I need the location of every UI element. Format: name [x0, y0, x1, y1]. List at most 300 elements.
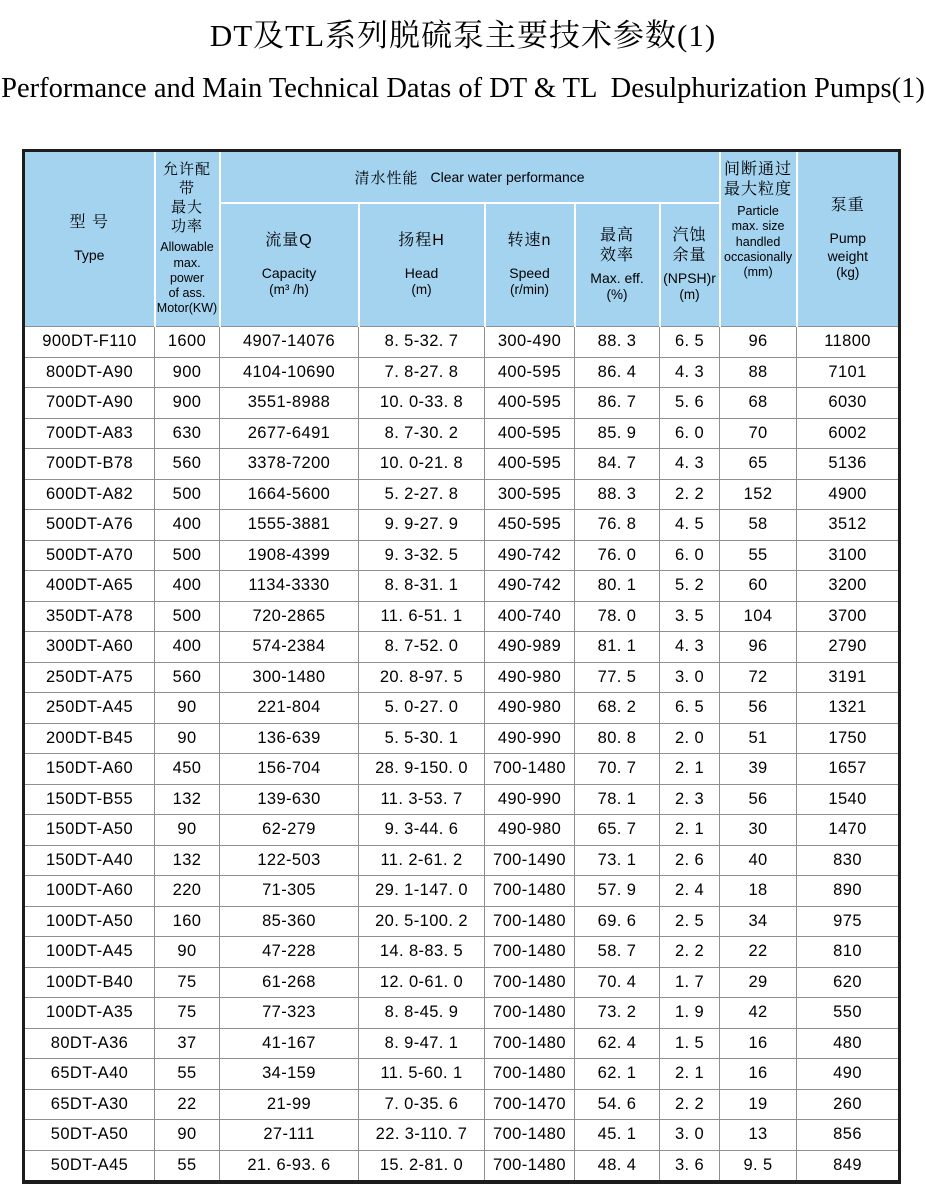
table-cell: 490-980 — [485, 662, 575, 693]
table-cell: 20. 5-100. 2 — [359, 906, 485, 937]
table-cell: 21. 6-93. 6 — [220, 1150, 359, 1182]
table-cell: 2. 4 — [660, 876, 720, 907]
table-cell: 41-167 — [220, 1028, 359, 1059]
table-cell: 400-595 — [485, 388, 575, 419]
table-cell: 260 — [797, 1089, 900, 1120]
table-cell: 3200 — [797, 571, 900, 602]
table-row — [24, 784, 900, 815]
table-cell: 81. 1 — [575, 632, 660, 663]
table-cell: 34-159 — [220, 1059, 359, 1090]
table-cell: 490-980 — [485, 815, 575, 846]
table-cell: 400-595 — [485, 357, 575, 388]
table-cell: 700-1480 — [485, 998, 575, 1029]
table-cell: 2. 2 — [660, 1089, 720, 1120]
table-cell: 5. 6 — [660, 388, 720, 419]
table-cell: 8. 8-31. 1 — [359, 571, 485, 602]
table-cell: 6. 5 — [660, 693, 720, 724]
table-cell: 51 — [720, 723, 797, 754]
table-cell: 70. 4 — [575, 967, 660, 998]
table-row — [24, 1150, 900, 1182]
table-cell: 700-1480 — [485, 967, 575, 998]
table-cell: 400-740 — [485, 601, 575, 632]
table-cell: 2. 1 — [660, 815, 720, 846]
table-cell: 85. 9 — [575, 418, 660, 449]
table-cell: 84. 7 — [575, 449, 660, 480]
table-cell: 490-990 — [485, 723, 575, 754]
table-cell: 12. 0-61. 0 — [359, 967, 485, 998]
table-cell: 85-360 — [220, 906, 359, 937]
table-cell: 9. 5 — [720, 1150, 797, 1182]
column-header-weight-zh: 泵重 — [830, 197, 865, 215]
table-cell: 75 — [155, 998, 220, 1029]
table-cell: 8. 9-47. 1 — [359, 1028, 485, 1059]
table-cell: 5. 2 — [660, 571, 720, 602]
column-header-head-unit: (m) — [411, 282, 432, 298]
table-cell: 6030 — [797, 388, 900, 419]
column-header-max-eff-unit: (%) — [606, 287, 628, 303]
table-cell: 1664-5600 — [220, 479, 359, 510]
table-cell: 160 — [155, 906, 220, 937]
column-group-clear-water — [220, 151, 720, 204]
table-cell: 10. 0-33. 8 — [359, 388, 485, 419]
table-cell: 250DT-A75 — [24, 662, 155, 693]
table-cell: 77-323 — [220, 998, 359, 1029]
table-cell: 250DT-A45 — [24, 693, 155, 724]
table-cell: 78. 0 — [575, 601, 660, 632]
table-cell: 6. 0 — [660, 418, 720, 449]
table-cell: 600DT-A82 — [24, 479, 155, 510]
table-cell: 450-595 — [485, 510, 575, 541]
table-cell: 1540 — [797, 784, 900, 815]
table-cell: 3551-8988 — [220, 388, 359, 419]
table-cell: 3. 0 — [660, 662, 720, 693]
table-cell: 100DT-A60 — [24, 876, 155, 907]
column-header-weight-en: Pump — [829, 230, 867, 247]
table-cell: 1750 — [797, 723, 900, 754]
table-cell: 75 — [155, 967, 220, 998]
table-cell: 6002 — [797, 418, 900, 449]
table-cell: 65DT-A30 — [24, 1089, 155, 1120]
table-row — [24, 1028, 900, 1059]
table-cell: 856 — [797, 1120, 900, 1151]
table-cell: 7101 — [797, 357, 900, 388]
table-cell: 350DT-A78 — [24, 601, 155, 632]
column-header-weight: 泵重 Pump weight (kg) — [797, 151, 900, 327]
table-cell: 9. 3-32. 5 — [359, 540, 485, 571]
table-cell: 1321 — [797, 693, 900, 724]
table-cell: 550 — [797, 998, 900, 1029]
table-cell: 3. 5 — [660, 601, 720, 632]
table-cell: 400DT-A65 — [24, 571, 155, 602]
table-cell: 4. 3 — [660, 449, 720, 480]
table-cell: 29. 1-147. 0 — [359, 876, 485, 907]
table-cell: 73. 2 — [575, 998, 660, 1029]
table-cell: 55 — [720, 540, 797, 571]
table-cell: 76. 0 — [575, 540, 660, 571]
table-cell: 2. 2 — [660, 937, 720, 968]
table-row — [24, 632, 900, 663]
table-cell: 900 — [155, 357, 220, 388]
table-cell: 88. 3 — [575, 327, 660, 358]
table-cell: 48. 4 — [575, 1150, 660, 1182]
column-header-npsh-zh: 汽蚀 — [672, 226, 707, 244]
table-cell: 2. 2 — [660, 479, 720, 510]
table-cell: 62. 4 — [575, 1028, 660, 1059]
table-cell: 700DT-A83 — [24, 418, 155, 449]
table-cell: 3. 6 — [660, 1150, 720, 1182]
table-cell: 80. 1 — [575, 571, 660, 602]
table-cell: 4907-14076 — [220, 327, 359, 358]
table-cell: 700DT-B78 — [24, 449, 155, 480]
table-row — [24, 449, 900, 480]
table-body — [24, 327, 900, 1183]
table-cell: 3512 — [797, 510, 900, 541]
table-cell: 300-490 — [485, 327, 575, 358]
column-header-speed — [485, 203, 575, 327]
table-cell: 77. 5 — [575, 662, 660, 693]
table-cell: 96 — [720, 327, 797, 358]
table-cell: 40 — [720, 845, 797, 876]
table-row — [24, 815, 900, 846]
table-cell: 4104-10690 — [220, 357, 359, 388]
table-row — [24, 1059, 900, 1090]
table-cell: 700-1480 — [485, 937, 575, 968]
table-cell: 700-1470 — [485, 1089, 575, 1120]
table-cell: 500DT-A70 — [24, 540, 155, 571]
table-cell: 620 — [797, 967, 900, 998]
table-cell: 16 — [720, 1028, 797, 1059]
table-cell: 11800 — [797, 327, 900, 358]
table-cell: 30 — [720, 815, 797, 846]
table-cell: 19 — [720, 1089, 797, 1120]
table-row — [24, 937, 900, 968]
table-cell: 16 — [720, 1059, 797, 1090]
table-cell: 11. 2-61. 2 — [359, 845, 485, 876]
table-cell: 65 — [720, 449, 797, 480]
table-cell: 8. 8-45. 9 — [359, 998, 485, 1029]
clear-water-zh: 清水性能 — [354, 169, 419, 187]
column-header-max-eff-zh: 最高 — [599, 226, 634, 244]
table-cell: 3. 0 — [660, 1120, 720, 1151]
table-cell: 1470 — [797, 815, 900, 846]
table-cell: 150DT-A60 — [24, 754, 155, 785]
table-row — [24, 388, 900, 419]
table-cell: 830 — [797, 845, 900, 876]
table-cell: 975 — [797, 906, 900, 937]
table-cell: 8. 7-52. 0 — [359, 632, 485, 663]
table-cell: 27-111 — [220, 1120, 359, 1151]
table-cell: 700DT-A90 — [24, 388, 155, 419]
table-cell: 400-595 — [485, 418, 575, 449]
table-cell: 80DT-A36 — [24, 1028, 155, 1059]
table-cell: 100DT-A50 — [24, 906, 155, 937]
table-cell: 42 — [720, 998, 797, 1029]
table-cell: 4. 3 — [660, 357, 720, 388]
table-cell: 21-99 — [220, 1089, 359, 1120]
clear-water-en: Clear water performance — [430, 169, 585, 185]
table-cell: 29 — [720, 967, 797, 998]
table-cell: 45. 1 — [575, 1120, 660, 1151]
table-cell: 630 — [155, 418, 220, 449]
table-cell: 700-1480 — [485, 754, 575, 785]
table-row — [24, 540, 900, 571]
table-row — [24, 906, 900, 937]
table-cell: 86. 7 — [575, 388, 660, 419]
table-cell: 500 — [155, 479, 220, 510]
table-cell: 890 — [797, 876, 900, 907]
column-header-power-zh: 允许配带 — [162, 161, 211, 198]
table-cell: 72 — [720, 662, 797, 693]
column-header-power-en: Allowable — [160, 240, 214, 255]
table-cell: 490-989 — [485, 632, 575, 663]
table-cell: 56 — [720, 693, 797, 724]
table-cell: 490-742 — [485, 571, 575, 602]
table-row — [24, 418, 900, 449]
column-header-npsh-unit: (m) — [679, 287, 700, 303]
table-cell: 90 — [155, 1120, 220, 1151]
table-cell: 560 — [155, 449, 220, 480]
table-cell: 10. 0-21. 8 — [359, 449, 485, 480]
table-cell: 500DT-A76 — [24, 510, 155, 541]
table-cell: 22 — [720, 937, 797, 968]
table-cell: 88. 3 — [575, 479, 660, 510]
table-cell: 62. 1 — [575, 1059, 660, 1090]
table-cell: 9. 3-44. 6 — [359, 815, 485, 846]
column-header-speed-unit: (r/min) — [510, 282, 549, 298]
table-cell: 15. 2-81. 0 — [359, 1150, 485, 1182]
table-cell: 100DT-B40 — [24, 967, 155, 998]
table-cell: 2. 6 — [660, 845, 720, 876]
column-header-speed-zh: 转速n — [507, 231, 552, 249]
table-cell: 86. 4 — [575, 357, 660, 388]
table-cell: 139-630 — [220, 784, 359, 815]
table-cell: 11. 6-51. 1 — [359, 601, 485, 632]
table-cell: 849 — [797, 1150, 900, 1182]
table-cell: 1. 5 — [660, 1028, 720, 1059]
table-cell: 56 — [720, 784, 797, 815]
table-cell: 58. 7 — [575, 937, 660, 968]
table-cell: 68. 2 — [575, 693, 660, 724]
table-cell: 132 — [155, 784, 220, 815]
table-cell: 28. 9-150. 0 — [359, 754, 485, 785]
table-cell: 1134-3330 — [220, 571, 359, 602]
table-cell: 55 — [155, 1150, 220, 1182]
table-cell: 104 — [720, 601, 797, 632]
table-cell: 700-1480 — [485, 1028, 575, 1059]
table-cell: 700-1490 — [485, 845, 575, 876]
table-cell: 490-990 — [485, 784, 575, 815]
table-cell: 3378-7200 — [220, 449, 359, 480]
table-row — [24, 357, 900, 388]
table-cell: 11. 5-60. 1 — [359, 1059, 485, 1090]
table-cell: 90 — [155, 937, 220, 968]
table-cell: 60 — [720, 571, 797, 602]
table-cell: 14. 8-83. 5 — [359, 937, 485, 968]
table-cell: 65DT-A40 — [24, 1059, 155, 1090]
table-cell: 490 — [797, 1059, 900, 1090]
table-cell: 2. 3 — [660, 784, 720, 815]
table-row — [24, 662, 900, 693]
table-cell: 47-228 — [220, 937, 359, 968]
table-cell: 20. 8-97. 5 — [359, 662, 485, 693]
table-cell: 132 — [155, 845, 220, 876]
table-cell: 490-742 — [485, 540, 575, 571]
table-cell: 700-1480 — [485, 1059, 575, 1090]
table-cell: 7. 8-27. 8 — [359, 357, 485, 388]
table-row — [24, 571, 900, 602]
column-header-type-zh: 型 号 — [69, 214, 109, 232]
table-cell: 1. 7 — [660, 967, 720, 998]
table-cell: 8. 5-32. 7 — [359, 327, 485, 358]
table-cell: 720-2865 — [220, 601, 359, 632]
column-header-capacity-zh: 流量Q — [265, 231, 313, 249]
table-row — [24, 327, 900, 358]
table-cell: 152 — [720, 479, 797, 510]
table-cell: 22. 3-110. 7 — [359, 1120, 485, 1151]
table-cell: 90 — [155, 723, 220, 754]
table-cell: 1908-4399 — [220, 540, 359, 571]
table-cell: 39 — [720, 754, 797, 785]
table-cell: 100DT-A35 — [24, 998, 155, 1029]
table-cell: 88 — [720, 357, 797, 388]
table-cell: 500 — [155, 601, 220, 632]
table-row — [24, 479, 900, 510]
table-row — [24, 876, 900, 907]
column-header-type-en: Type — [74, 247, 105, 264]
table-cell: 22 — [155, 1089, 220, 1120]
column-header-max-eff: 最高 效率 Max. eff. (%) — [575, 203, 660, 327]
table-row — [24, 510, 900, 541]
table-cell: 150DT-A40 — [24, 845, 155, 876]
table-cell: 69. 6 — [575, 906, 660, 937]
table-cell: 70. 7 — [575, 754, 660, 785]
table-cell: 400-595 — [485, 449, 575, 480]
table-cell: 8. 7-30. 2 — [359, 418, 485, 449]
table-cell: 1555-3881 — [220, 510, 359, 541]
page-title-english: Performance and Main Technical Datas of DT & TL Desulphurization Pumps(1) — [1, 73, 925, 104]
table-cell: 220 — [155, 876, 220, 907]
table-cell: 300DT-A60 — [24, 632, 155, 663]
column-header-weight-unit: (kg) — [836, 265, 860, 281]
table-cell: 90 — [155, 693, 220, 724]
table-row — [24, 967, 900, 998]
table-cell: 78. 1 — [575, 784, 660, 815]
table-cell: 136-639 — [220, 723, 359, 754]
table-cell: 1657 — [797, 754, 900, 785]
table-cell: 9. 9-27. 9 — [359, 510, 485, 541]
table-cell: 6. 5 — [660, 327, 720, 358]
table-cell: 700-1480 — [485, 1150, 575, 1182]
table-cell: 122-503 — [220, 845, 359, 876]
table-cell: 700-1480 — [485, 1120, 575, 1151]
table-cell: 5. 5-30. 1 — [359, 723, 485, 754]
table-cell: 2677-6491 — [220, 418, 359, 449]
table-cell: 5136 — [797, 449, 900, 480]
table-cell: 810 — [797, 937, 900, 968]
table-cell: 18 — [720, 876, 797, 907]
table-cell: 574-2384 — [220, 632, 359, 663]
table-cell: 1600 — [155, 327, 220, 358]
column-header-head-en: Head — [404, 264, 439, 281]
table-cell: 200DT-B45 — [24, 723, 155, 754]
table-cell: 900 — [155, 388, 220, 419]
table-cell: 2. 1 — [660, 754, 720, 785]
column-header-npsh-en: (NPSH)r — [663, 269, 716, 286]
table-cell: 300-1480 — [220, 662, 359, 693]
column-header-type — [24, 151, 155, 327]
table-cell: 2790 — [797, 632, 900, 663]
table-row — [24, 998, 900, 1029]
column-header-power: 允许配带 最大 功率 Allowable max. power of ass. Motor(KW) — [155, 151, 220, 327]
table-cell: 5. 2-27. 8 — [359, 479, 485, 510]
table-cell: 34 — [720, 906, 797, 937]
table-cell: 54. 6 — [575, 1089, 660, 1120]
table-cell: 4900 — [797, 479, 900, 510]
table-row — [24, 845, 900, 876]
table-cell: 71-305 — [220, 876, 359, 907]
table-header — [24, 151, 900, 327]
table-cell: 400 — [155, 632, 220, 663]
table-row — [24, 754, 900, 785]
table-cell: 150DT-A50 — [24, 815, 155, 846]
column-header-capacity-en: Capacity — [261, 264, 317, 281]
table-cell: 6. 0 — [660, 540, 720, 571]
table-cell: 4. 3 — [660, 632, 720, 663]
table-cell: 37 — [155, 1028, 220, 1059]
table-cell: 480 — [797, 1028, 900, 1059]
table-cell: 300-595 — [485, 479, 575, 510]
table-cell: 55 — [155, 1059, 220, 1090]
table-cell: 70 — [720, 418, 797, 449]
table-cell: 90 — [155, 815, 220, 846]
table-cell: 5. 0-27. 0 — [359, 693, 485, 724]
table-cell: 11. 3-53. 7 — [359, 784, 485, 815]
page-title-chinese: DT及TL系列脱硫泵主要技术参数(1) — [209, 18, 717, 53]
table-cell: 3700 — [797, 601, 900, 632]
column-header-particle-en: Particle — [737, 204, 779, 218]
table-cell: 58 — [720, 510, 797, 541]
table-cell: 62-279 — [220, 815, 359, 846]
table-cell: 50DT-A50 — [24, 1120, 155, 1151]
table-cell: 13 — [720, 1120, 797, 1151]
table-cell: 400 — [155, 510, 220, 541]
table-cell: 65. 7 — [575, 815, 660, 846]
table-cell: 450 — [155, 754, 220, 785]
table-cell: 150DT-B55 — [24, 784, 155, 815]
table-cell: 4. 5 — [660, 510, 720, 541]
column-header-head — [359, 203, 485, 327]
table-cell: 800DT-A90 — [24, 357, 155, 388]
table-row — [24, 601, 900, 632]
table-cell: 221-804 — [220, 693, 359, 724]
table-cell: 100DT-A45 — [24, 937, 155, 968]
table-cell: 68 — [720, 388, 797, 419]
table-cell: 80. 8 — [575, 723, 660, 754]
table-cell: 50DT-A45 — [24, 1150, 155, 1182]
table-cell: 490-980 — [485, 693, 575, 724]
table-cell: 500 — [155, 540, 220, 571]
table-row — [24, 1089, 900, 1120]
table-cell: 2. 5 — [660, 906, 720, 937]
table-cell: 700-1480 — [485, 876, 575, 907]
table-row — [24, 1120, 900, 1151]
column-header-max-eff-en: Max. eff. — [590, 269, 644, 286]
table-cell: 900DT-F110 — [24, 327, 155, 358]
table-cell: 61-268 — [220, 967, 359, 998]
table-cell: 73. 1 — [575, 845, 660, 876]
column-header-speed-en: Speed — [509, 264, 550, 281]
table-cell: 3100 — [797, 540, 900, 571]
